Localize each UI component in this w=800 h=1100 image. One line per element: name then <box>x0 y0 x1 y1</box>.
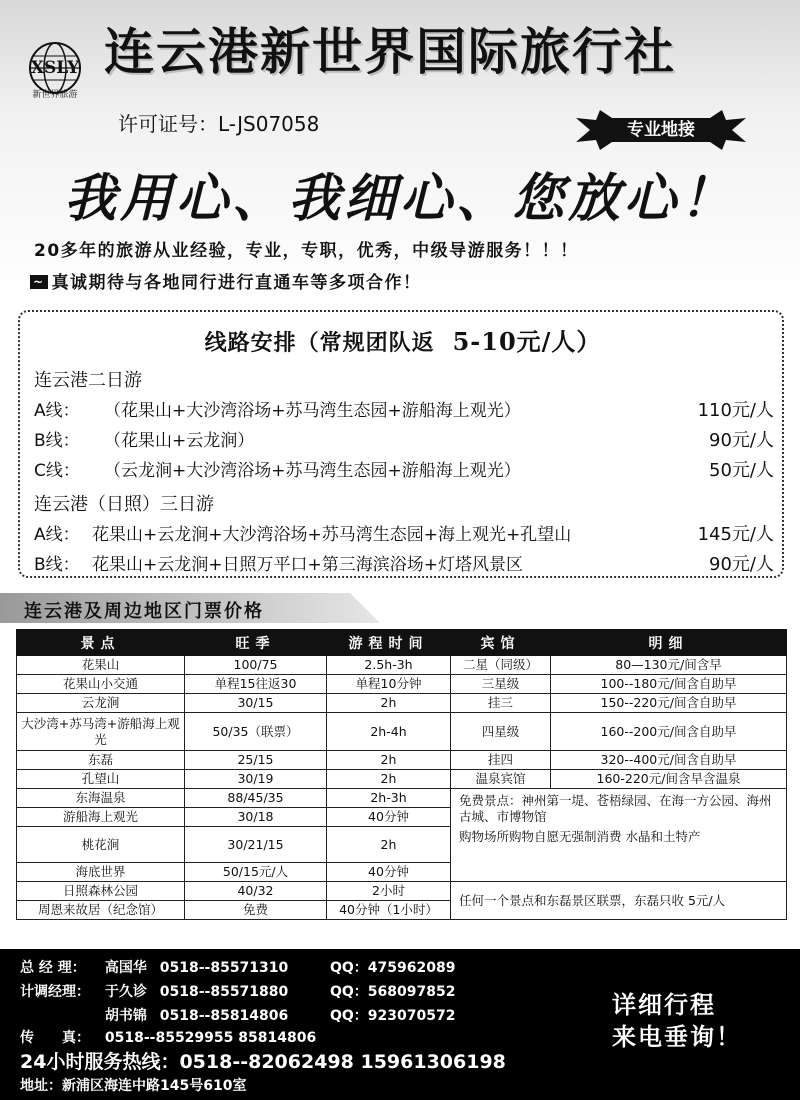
route-label: A线： <box>34 401 80 421</box>
route-price: 50元/人 <box>709 460 774 481</box>
contact-name: 胡书锦 <box>104 1008 147 1024</box>
fax-label: 传 真： <box>20 1030 90 1046</box>
route-price: 90元/人 <box>709 430 774 451</box>
route-label: A线： <box>34 525 80 545</box>
hotel-detail-cell: 160-220元/间含早含温泉 <box>551 770 787 789</box>
route-desc: （云龙涧+大沙湾浴场+苏马湾生态园+游船海上观光） <box>104 461 521 481</box>
tickets-banner-title: 连云港及周边地区门票价格 <box>24 601 264 622</box>
price-cell: 30/21/15 <box>185 827 327 863</box>
intro-cooperation <box>30 268 422 293</box>
tickets-banner <box>0 593 380 623</box>
table-row <box>17 882 787 901</box>
route-price: 90元/人 <box>709 554 774 575</box>
hotel-detail-cell: 150--220元/间含自助早 <box>551 694 787 713</box>
route-line <box>34 396 774 422</box>
spot-cell: 东磊 <box>17 751 185 770</box>
contact-phone: 0518--85814806 <box>159 1008 289 1024</box>
price-cell: 88/45/35 <box>185 789 327 808</box>
hotel-cell: 四星级 <box>451 713 551 751</box>
route-group-two-day: 连云港二日游 <box>34 370 142 391</box>
fax-row <box>20 1027 316 1047</box>
price-cell: 100/75 <box>185 656 327 675</box>
time-cell: 40分钟 <box>327 808 451 827</box>
route-label: B线： <box>34 431 80 451</box>
spot-cell: 桃花涧 <box>17 827 185 863</box>
price-cell: 50/15元/人 <box>185 863 327 882</box>
contact-role: 计调经理： <box>20 984 90 1000</box>
contact-row <box>20 1005 456 1025</box>
route-group-three-day: 连云港（日照）三日游 <box>34 494 214 515</box>
contact-phone: 0518--85571880 <box>159 984 289 1000</box>
time-cell: 2小时 <box>327 882 451 901</box>
route-desc: （花果山+云龙涧） <box>104 431 255 451</box>
hotel-cell: 三星级 <box>451 675 551 694</box>
hotel-cell: 挂四 <box>451 751 551 770</box>
route-desc: 花果山+云龙涧+日照万平口+第三海滨浴场+灯塔风景区 <box>92 555 523 575</box>
agency-title: 连云港新世界国际旅行社 <box>104 23 676 81</box>
price-cell: 单程15往返30 <box>185 675 327 694</box>
table-row <box>17 713 787 751</box>
table-header-row <box>17 630 787 656</box>
time-cell: 2h <box>327 751 451 770</box>
slogan: 我用心、我细心、您放心！ <box>63 168 736 229</box>
table-row <box>17 751 787 770</box>
intro-experience: 20多年的旅游从业经验，专业，专职，优秀，中级导游服务！！！ <box>34 241 579 261</box>
logo-letters: XSLY <box>30 58 80 78</box>
spot-cell: 游船海上观光 <box>17 808 185 827</box>
notes-cell <box>451 789 787 882</box>
contact-phone: 0518--85571310 <box>159 960 289 976</box>
badge-label: 专业地接 <box>627 120 695 140</box>
route-line <box>34 456 774 482</box>
table-row <box>17 694 787 713</box>
contact-name: 高国华 <box>104 960 147 976</box>
route-line <box>34 426 774 452</box>
spot-cell: 云龙涧 <box>17 694 185 713</box>
routes-title-text: 线路安排（常规团队返 <box>204 331 435 356</box>
price-cell: 40/32 <box>185 882 327 901</box>
price-cell: 25/15 <box>185 751 327 770</box>
route-line <box>34 520 774 546</box>
contact-qq: QQ：568097852 <box>330 984 456 1000</box>
col-header-spot: 景点 <box>17 630 185 656</box>
license-number: 许可证号：L-JS07058 <box>118 112 320 136</box>
spot-cell: 花果山小交通 <box>17 675 185 694</box>
hotel-detail-cell: 100--180元/间含自助早 <box>551 675 787 694</box>
routes-title <box>20 322 786 357</box>
time-cell: 2h <box>327 694 451 713</box>
hotel-cell: 二星（同级） <box>451 656 551 675</box>
route-line <box>34 550 774 576</box>
shopping-note: 购物场所购物自愿无强制消费 水晶和土特产 <box>459 829 701 844</box>
spot-cell: 周恩来故居（纪念馆） <box>17 901 185 920</box>
address: 地址：新浦区海连中路145号610室 <box>20 1078 247 1094</box>
contact-qq: QQ：475962089 <box>330 960 456 976</box>
logo-subtext: 新世界旅游 <box>32 90 78 100</box>
route-desc: 花果山+云龙涧+大沙湾浴场+苏马湾生态园+海上观光+孔望山 <box>92 525 572 545</box>
inquiry-line1: 详细行程 <box>612 991 716 1019</box>
time-cell: 40分钟 <box>327 863 451 882</box>
ticket-price-table <box>16 629 787 920</box>
routes-box <box>18 310 784 578</box>
spot-cell: 东海温泉 <box>17 789 185 808</box>
col-header-season: 旺季 <box>185 630 327 656</box>
fax-number: 0518--85529955 85814806 <box>104 1030 317 1046</box>
globe-logo-icon <box>12 40 98 100</box>
route-label: C线： <box>34 461 80 481</box>
inquiry-line2: 来电垂询！ <box>612 1023 742 1051</box>
hotel-cell: 温泉宾馆 <box>451 770 551 789</box>
hotel-detail-cell: 160--200元/间含自助早 <box>551 713 787 751</box>
col-header-duration: 游程时间 <box>327 630 451 656</box>
intro-cooperation-text: 真诚期待与各地同行进行直通车等多项合作！ <box>51 273 422 293</box>
time-cell: 2.5h-3h <box>327 656 451 675</box>
spot-cell: 大沙湾+苏马湾+游船海上观光 <box>17 713 185 751</box>
contact-row <box>20 981 456 1001</box>
spot-cell: 日照森林公园 <box>17 882 185 901</box>
free-spots-note: 免费景点：神州第一堤、苍梧绿园、在海一方公园、海州古城、市博物馆 <box>459 793 772 824</box>
contact-footer <box>0 949 800 1100</box>
route-price: 110元/人 <box>697 400 774 421</box>
contact-row <box>20 957 456 977</box>
contact-name: 于久诊 <box>104 984 147 1000</box>
col-header-detail: 明细 <box>551 630 787 656</box>
route-price: 145元/人 <box>697 524 774 545</box>
price-cell: 30/19 <box>185 770 327 789</box>
hotel-cell: 挂三 <box>451 694 551 713</box>
col-header-hotel: 宾馆 <box>451 630 551 656</box>
inquiry-callout <box>612 989 742 1053</box>
time-cell: 2h-3h <box>327 789 451 808</box>
time-cell: 2h <box>327 770 451 789</box>
spot-cell: 花果山 <box>17 656 185 675</box>
table-row <box>17 770 787 789</box>
spot-cell: 海底世界 <box>17 863 185 882</box>
combo-note: 任何一个景点和东磊景区联票，东磊只收 5元/人 <box>451 882 787 920</box>
time-cell: 40分钟（1小时） <box>327 901 451 920</box>
local-tour-badge <box>576 110 746 150</box>
price-cell: 免费 <box>185 901 327 920</box>
table-row <box>17 675 787 694</box>
time-cell: 2h-4h <box>327 713 451 751</box>
price-cell: 50/35（联票） <box>185 713 327 751</box>
time-cell: 单程10分钟 <box>327 675 451 694</box>
route-label: B线： <box>34 555 80 575</box>
price-cell: 30/15 <box>185 694 327 713</box>
contact-role: 总 经 理： <box>20 960 86 976</box>
contact-qq: QQ：923070572 <box>330 1008 456 1024</box>
routes-title-price: 5-10元/人） <box>452 327 602 356</box>
price-cell: 30/18 <box>185 808 327 827</box>
time-cell: 2h <box>327 827 451 863</box>
hotel-detail-cell: 80—130元/间含早 <box>551 656 787 675</box>
route-desc: （花果山+大沙湾浴场+苏马湾生态园+游船海上观光） <box>104 401 521 421</box>
service-hotline: 24小时服务热线：0518--82062498 15961306198 <box>20 1051 506 1073</box>
bullet-icon: ~ <box>30 275 48 289</box>
table-row <box>17 789 787 808</box>
hotel-detail-cell: 320--400元/间含自助早 <box>551 751 787 770</box>
table-row <box>17 656 787 675</box>
spot-cell: 孔望山 <box>17 770 185 789</box>
